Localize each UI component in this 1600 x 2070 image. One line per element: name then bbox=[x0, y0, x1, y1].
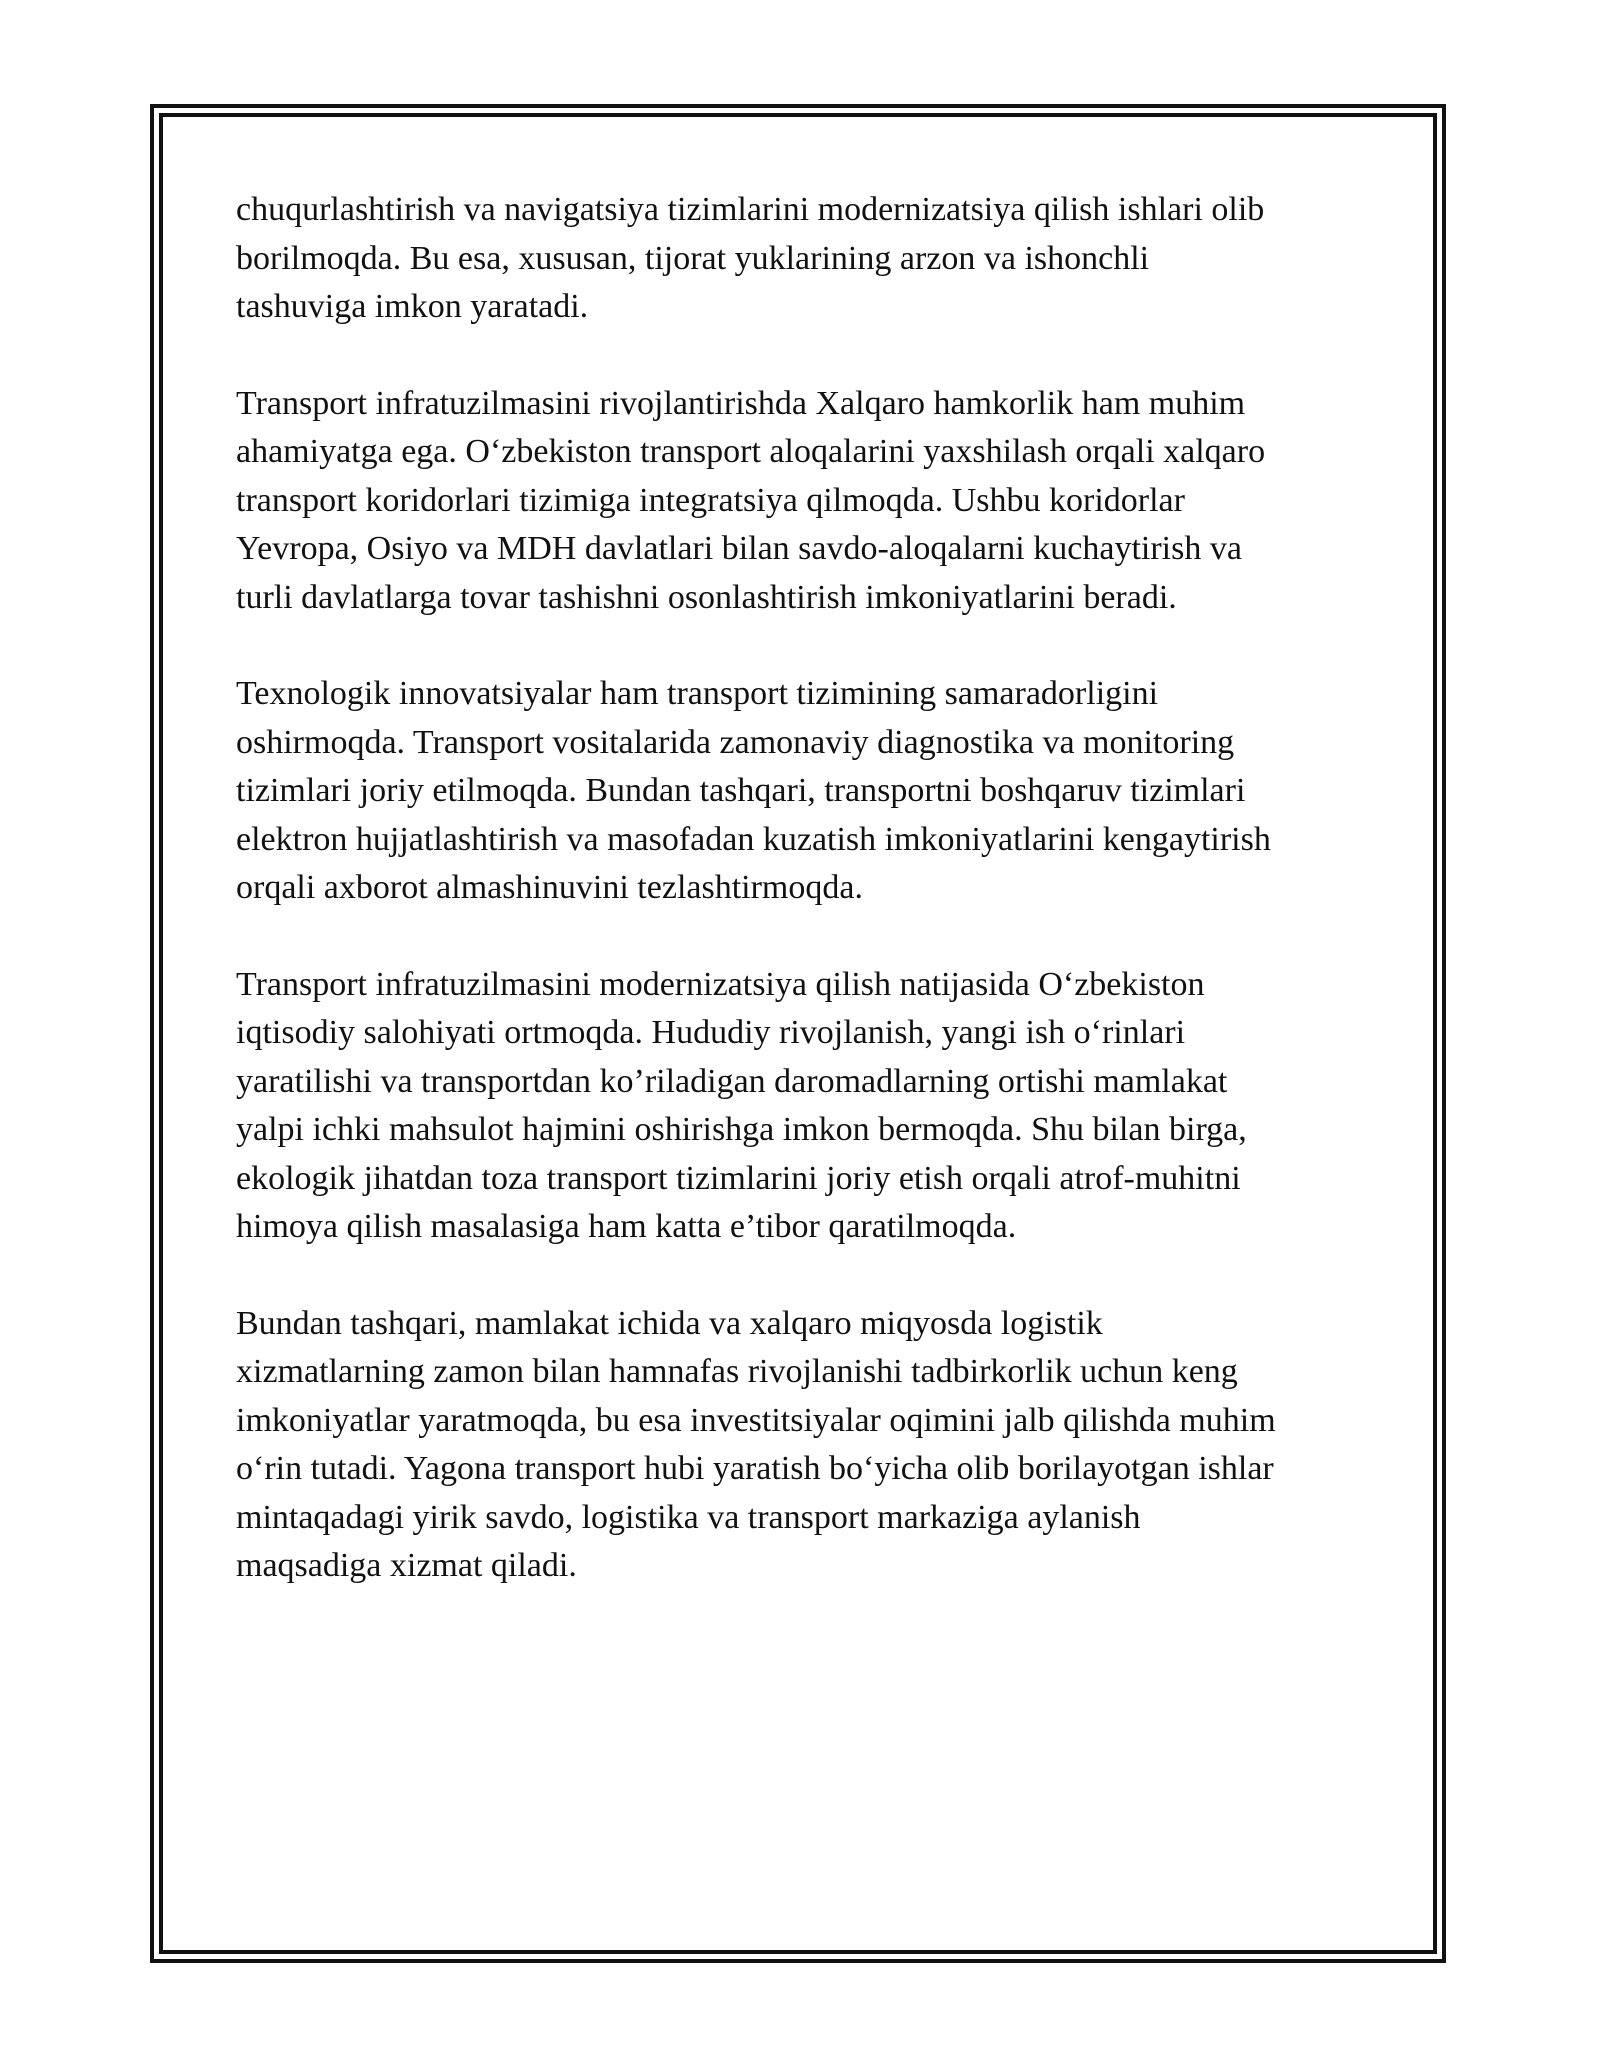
text-line: mintaqadagi yirik savdo, logistika va transport markaziga aylanish bbox=[236, 1498, 1141, 1536]
text-line: turli davlatlarga tovar tashishni osonlashtirish imkoniyatlarini beradi. bbox=[236, 578, 1177, 616]
text-line: maqsadiga xizmat qiladi. bbox=[236, 1547, 577, 1584]
text-line: yalpi ichki mahsulot hajmini oshirishga imkon bermoqda. Shu bilan birga, bbox=[236, 1111, 1247, 1148]
text-line: imkoniyatlar yaratmoqda, bu esa investitsiyalar oqimini jalb qilishda muhim bbox=[236, 1401, 1276, 1439]
text-line: o‘rin tutadi. Yagona transport hubi yaratish bo‘yicha olib borilayotgan ishlar bbox=[236, 1450, 1274, 1487]
text-line: himoya qilish masalasiga ham katta e’tibor qaratilmoqda. bbox=[236, 1208, 1017, 1245]
paragraph-2 bbox=[236, 380, 1366, 623]
text-line: iqtisodiy salohiyati ortmoqda. Hududiy rivojlanish, yangi ish o‘rinlari bbox=[236, 1014, 1186, 1051]
text-line: borilmoqda. Bu esa, xususan, tijorat yuklarining arzon va ishonchli bbox=[236, 239, 1150, 277]
text-line: oshirmoqda. Transport vositalarida zamonaviy diagnostika va monitoring bbox=[236, 723, 1235, 761]
text-line: tashuviga imkon yaratadi. bbox=[236, 288, 589, 325]
text-line: Texnologik innovatsiyalar ham transport tizimining samaradorligini bbox=[236, 675, 1159, 712]
text-line: Yevropa, Osiyo va MDH davlatlari bilan savdo-aloqalarni kuchaytirish va bbox=[236, 530, 1242, 567]
text-line: yaratilishi va transportdan ko’riladigan daromadlarning ortishi mamlakat bbox=[236, 1062, 1228, 1100]
text-line: orqali axborot almashinuvini tezlashtirmoqda. bbox=[236, 869, 863, 906]
paragraph-1 bbox=[236, 186, 1366, 332]
text-line: Bundan tashqari, mamlakat ichida va xalqaro miqyosda logistik bbox=[236, 1304, 1103, 1342]
paragraph-3 bbox=[236, 670, 1366, 913]
text-line: Transport infratuzilmasini modernizatsiya qilish natijasida O‘zbekiston bbox=[236, 965, 1205, 1003]
text-line: tizimlari joriy etilmoqda. Bundan tashqari, transportni boshqaruv tizimlari bbox=[236, 772, 1246, 809]
paragraph-4 bbox=[236, 961, 1366, 1252]
text-line: ahamiyatga ega. O‘zbekiston transport aloqalarini yaxshilash orqali xalqaro bbox=[236, 433, 1266, 470]
paragraph-5 bbox=[236, 1300, 1366, 1591]
text-line: Transport infratuzilmasini rivojlantirishda Xalqaro hamkorlik ham muhim bbox=[236, 384, 1246, 422]
text-line: chuqurlashtirish va navigatsiya tizimlarini modernizatsiya qilish ishlari olib bbox=[236, 191, 1265, 228]
document-body bbox=[236, 186, 1366, 1639]
text-line: transport koridorlari tizimiga integratsiya qilmoqda. Ushbu koridorlar bbox=[236, 481, 1185, 519]
text-line: ekologik jihatdan toza transport tizimlarini joriy etish orqali atrof-muhitni bbox=[236, 1159, 1241, 1197]
text-line: xizmatlarning zamon bilan hamnafas rivojlanishi tadbirkorlik uchun keng bbox=[236, 1353, 1238, 1390]
text-line: elektron hujjatlashtirish va masofadan kuzatish imkoniyatlarini kengaytirish bbox=[236, 820, 1271, 858]
